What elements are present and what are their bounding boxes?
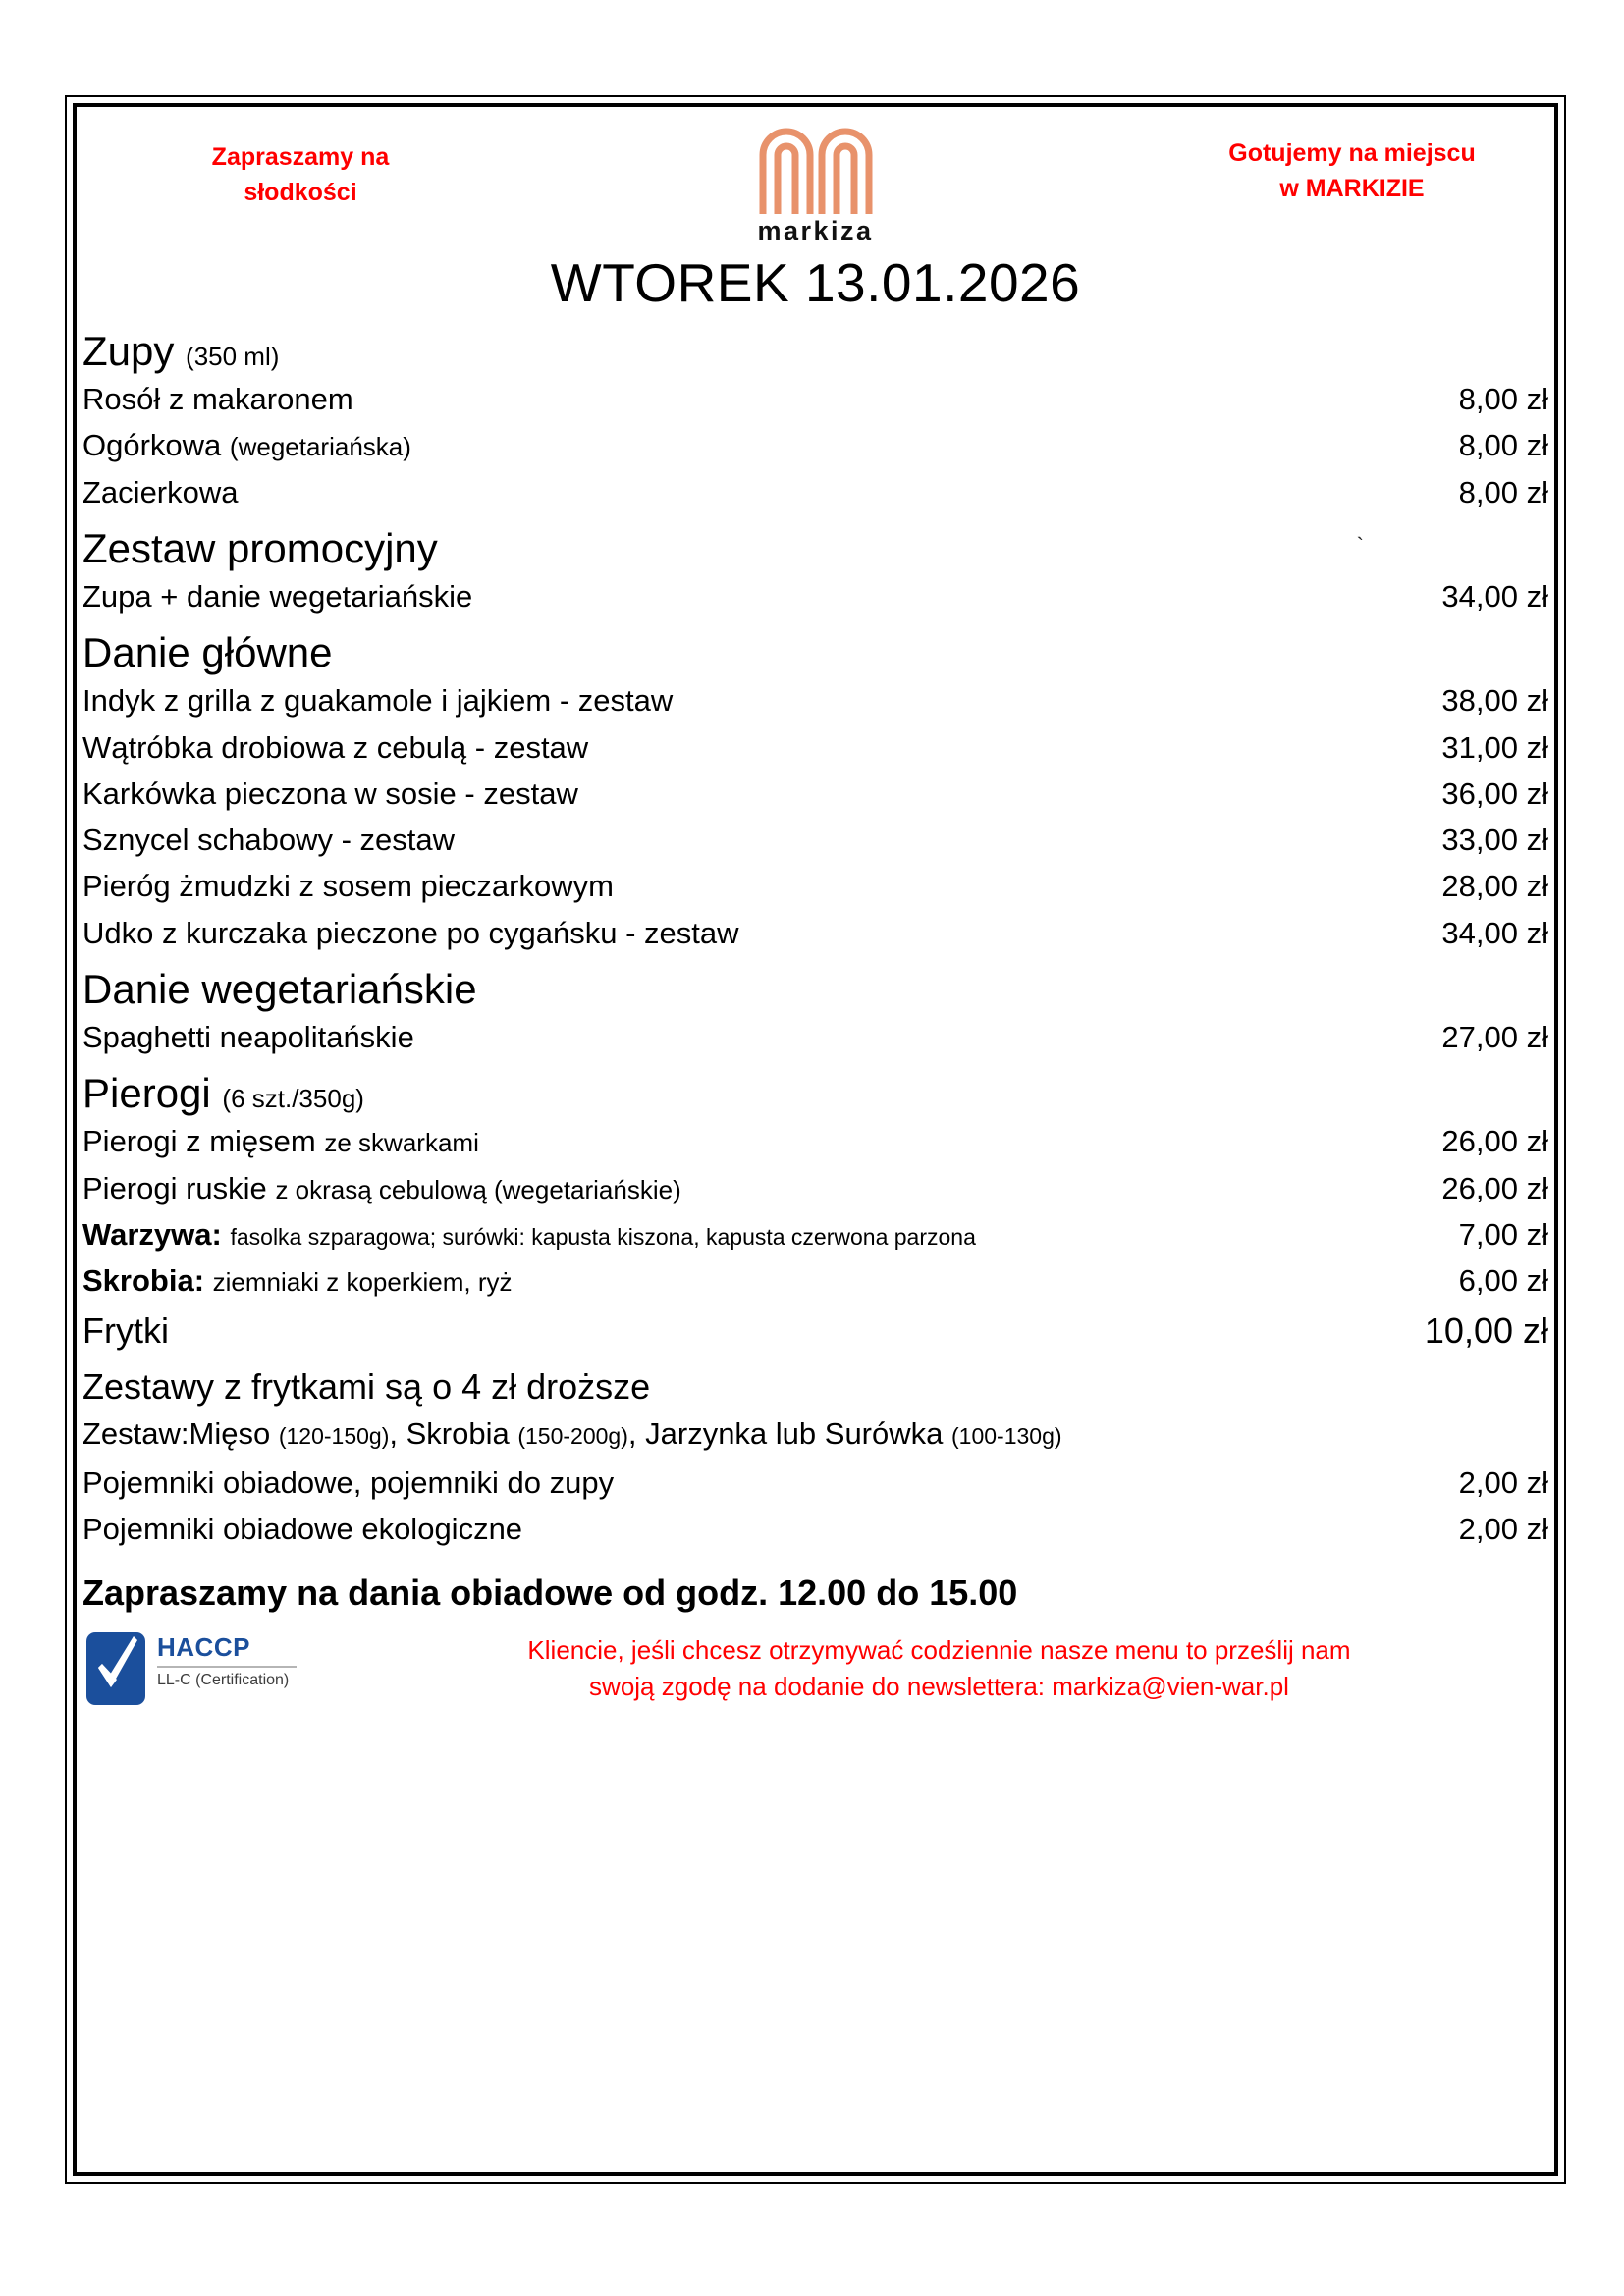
section-heading-label: Zupy bbox=[82, 328, 175, 374]
section-heading-label: Zestaw promocyjny bbox=[82, 524, 438, 571]
set-veg-qty: (100-130g) bbox=[951, 1423, 1062, 1450]
markiza-wordmark: markiza bbox=[757, 216, 874, 245]
menu-row bbox=[82, 376, 1548, 422]
item-price: 34,00 zł bbox=[1441, 915, 1548, 950]
fries-surcharge-note: Zestawy z frytkami są o 4 zł droższe bbox=[82, 1366, 651, 1408]
item-price: 31,00 zł bbox=[1441, 729, 1548, 765]
item-name: Spaghetti neapolitańskie bbox=[82, 1020, 414, 1055]
item-name: Karkówka pieczona w sosie - zestaw bbox=[82, 775, 578, 811]
item-price: 2,00 zł bbox=[1458, 1466, 1548, 1501]
section-heading-label: Danie główne bbox=[82, 629, 333, 676]
haccp-title: HACCP bbox=[157, 1631, 250, 1662]
item-name-main: Ogórkowa bbox=[82, 428, 222, 463]
newsletter-line1: Kliencie, jeśli chcesz otrzymywać codziennie nasze menu to prześlij nam bbox=[527, 1634, 1351, 1665]
menu-row bbox=[82, 677, 1548, 723]
side-label: Skrobia: bbox=[82, 1263, 205, 1299]
menu-row bbox=[82, 469, 1548, 515]
opening-hours-note: Zapraszamy na dania obiadowe od godz. 12.00 do 15.00 bbox=[82, 1572, 1018, 1613]
section-heading bbox=[82, 328, 1548, 374]
item-price: 8,00 zł bbox=[1458, 474, 1548, 509]
section-heading-qty: (350 ml) bbox=[186, 342, 280, 371]
item-name: Zacierkowa bbox=[82, 474, 239, 509]
set-meat-qty: (120-150g) bbox=[278, 1423, 390, 1450]
item-price: 8,00 zł bbox=[1458, 428, 1548, 463]
item-price: 8,00 zł bbox=[1458, 382, 1548, 417]
item-price: 6,00 zł bbox=[1458, 1263, 1548, 1299]
menu-row bbox=[82, 910, 1548, 956]
menu-row bbox=[82, 863, 1548, 909]
item-price: 26,00 zł bbox=[1441, 1124, 1548, 1159]
item-price: 33,00 zł bbox=[1441, 823, 1548, 858]
section-heading-label: Danie wegetariańskie bbox=[82, 966, 477, 1013]
newsletter-line2: swoją zgodę na dodanie do newslettera: markiza@vien-war.pl bbox=[589, 1672, 1289, 1702]
haccp-certification-logo bbox=[84, 1630, 297, 1707]
menu-section-zupy bbox=[82, 328, 1548, 515]
side-label: Warzywa: bbox=[82, 1217, 222, 1253]
side-row-frytki bbox=[82, 1305, 1548, 1358]
item-name: Pojemniki obiadowe, pojemniki do zupy bbox=[82, 1466, 615, 1501]
set-separator-1: , bbox=[389, 1416, 406, 1452]
set-veg-label: Jarzynka lub Surówka bbox=[645, 1416, 944, 1452]
menu-row bbox=[82, 724, 1548, 771]
set-composition-note bbox=[82, 1411, 1548, 1460]
item-price: 36,00 zł bbox=[1441, 775, 1548, 811]
item-price: 7,00 zł bbox=[1458, 1217, 1548, 1253]
set-meat-label: Zestaw:Mięso bbox=[82, 1416, 271, 1452]
promo-right-line1: Gotujemy na miejscu bbox=[1228, 139, 1476, 167]
menu-footer bbox=[82, 1627, 1548, 1744]
item-price: 10,00 zł bbox=[1424, 1309, 1548, 1351]
menu-document bbox=[82, 110, 1548, 2171]
item-name-main: Pierogi ruskie bbox=[82, 1170, 267, 1205]
promo-right-line2: w MARKIZIE bbox=[1279, 175, 1425, 203]
side-detail: fasolka szparagowa; surówki: kapusta kiszona, kapusta czerwona parzona bbox=[230, 1224, 976, 1251]
menu-row bbox=[82, 573, 1548, 619]
set-starch-label: Skrobia bbox=[406, 1416, 510, 1452]
item-name bbox=[82, 1261, 1362, 1301]
side-detail: ziemniaki z koperkiem, ryż bbox=[212, 1267, 513, 1298]
promo-left-line2: słodkości bbox=[244, 179, 357, 207]
item-price: 26,00 zł bbox=[1441, 1170, 1548, 1205]
item-price: 28,00 zł bbox=[1441, 869, 1548, 904]
menu-body bbox=[82, 328, 1548, 1621]
menu-row bbox=[82, 1118, 1548, 1164]
side-row-warzywa bbox=[82, 1211, 1548, 1257]
menu-row bbox=[82, 1165, 1548, 1211]
section-heading bbox=[82, 1070, 1548, 1116]
item-name: Frytki bbox=[82, 1309, 169, 1351]
page-title: WTOREK 13.01.2026 bbox=[550, 252, 1081, 313]
brand-logo bbox=[718, 120, 914, 246]
container-row bbox=[82, 1506, 1548, 1552]
section-heading-qty: (6 szt./350g) bbox=[222, 1084, 364, 1114]
item-price: 2,00 zł bbox=[1458, 1512, 1548, 1547]
menu-row bbox=[82, 817, 1548, 863]
menu-row bbox=[82, 771, 1548, 817]
haccp-subtitle: LL-C (Certification) bbox=[157, 1671, 290, 1688]
item-name: Pieróg żmudzki z sosem pieczarkowym bbox=[82, 869, 614, 904]
item-name: Rosół z makaronem bbox=[82, 382, 353, 417]
haccp-text-block bbox=[157, 1630, 297, 1688]
promo-right-banner bbox=[1175, 135, 1529, 207]
markiza-m-icon bbox=[757, 120, 875, 214]
item-name: Wątróbka drobiowa z cebulą - zestaw bbox=[82, 729, 589, 765]
promo-left-line1: Zapraszamy na bbox=[211, 143, 390, 171]
menu-section-danie-glowne bbox=[82, 629, 1548, 956]
item-name bbox=[82, 1122, 1362, 1161]
haccp-checkmark-icon bbox=[84, 1630, 147, 1707]
newsletter-notice bbox=[330, 1632, 1548, 1706]
item-name-sub: ze skwarkami bbox=[324, 1128, 479, 1158]
section-heading-label: Pierogi bbox=[82, 1070, 211, 1117]
item-name: Sznycel schabowy - zestaw bbox=[82, 823, 456, 858]
menu-row bbox=[82, 422, 1548, 468]
item-name-main: Pierogi z mięsem bbox=[82, 1124, 316, 1159]
item-name: Udko z kurczaka pieczone po cygańsku - zestaw bbox=[82, 915, 739, 950]
item-price: 27,00 zł bbox=[1441, 1020, 1548, 1055]
item-name-sub: z okrasą cebulową (wegetariańskie) bbox=[275, 1174, 681, 1204]
item-name: Zupa + danie wegetariańskie bbox=[82, 578, 473, 614]
item-name bbox=[82, 1215, 1362, 1255]
stray-apostrophe-mark: ` bbox=[1356, 532, 1364, 558]
container-row bbox=[82, 1460, 1548, 1506]
item-price: 38,00 zł bbox=[1441, 683, 1548, 719]
menu-row bbox=[82, 1014, 1548, 1060]
section-heading bbox=[82, 629, 1548, 675]
item-name: Indyk z grilla z guakamole i jajkiem - zestaw bbox=[82, 683, 674, 719]
menu-section-danie-wegetarianskie bbox=[82, 966, 1548, 1060]
haccp-divider bbox=[157, 1666, 297, 1668]
set-separator-2: , bbox=[627, 1416, 646, 1452]
set-starch-qty: (150-200g) bbox=[517, 1423, 628, 1450]
section-heading bbox=[82, 525, 1548, 571]
menu-header bbox=[82, 110, 1548, 247]
menu-section-zestaw-promocyjny bbox=[82, 525, 1548, 619]
side-row-skrobia bbox=[82, 1257, 1548, 1304]
menu-section-pierogi bbox=[82, 1070, 1548, 1211]
item-name-sub: (wegetariańska) bbox=[229, 432, 411, 462]
item-name bbox=[82, 1169, 1362, 1208]
section-heading bbox=[82, 966, 1548, 1012]
item-price: 34,00 zł bbox=[1441, 578, 1548, 614]
item-name: Pojemniki obiadowe ekologiczne bbox=[82, 1512, 523, 1547]
promo-left-banner bbox=[153, 139, 448, 211]
item-name bbox=[82, 426, 1362, 465]
